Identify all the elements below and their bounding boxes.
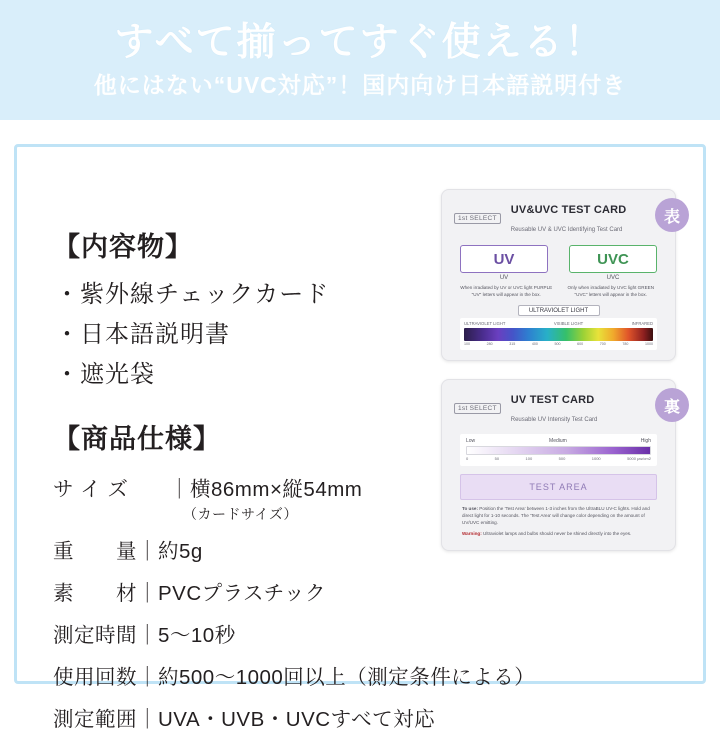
spectrum-label-infrared: INFRARED xyxy=(631,321,653,327)
scale-label-medium: Medium xyxy=(549,438,567,445)
brand-logo: 1st SELECT xyxy=(454,403,501,414)
indicator-boxes xyxy=(460,245,657,273)
scale-tick: 50 xyxy=(494,456,500,462)
spectrum-tick: 500 xyxy=(554,342,561,347)
spectrum-label-uv: ULTRAVIOLET LIGHT xyxy=(464,321,506,327)
front-header xyxy=(454,200,663,236)
spec-label: 重 量 xyxy=(53,540,137,563)
scale-label-low: Low xyxy=(466,438,476,445)
banner-title: すべて揃ってすぐ使える！ xyxy=(114,20,606,64)
table-row xyxy=(53,466,362,508)
uvc-box-label: UVC xyxy=(606,275,620,281)
scale-tick: 5000 μw/cm2 xyxy=(627,456,651,462)
uv-description: When irradiated by UV or UVC light PURPLE "UV" letters will appear in the box. xyxy=(460,285,553,297)
scale-tick: 500 xyxy=(558,456,566,462)
scale-tick: 100 xyxy=(525,456,533,462)
list-item: ・遮光袋 xyxy=(55,361,155,388)
spec-value: UVA・UVB・UVCすべて対応 xyxy=(158,708,436,731)
uv-indicator-box: UV xyxy=(460,245,548,273)
spec-value: 約500〜1000回以上（測定条件による） xyxy=(158,666,536,689)
back-card-subtitle: Reusable UV Intensity Test Card xyxy=(510,417,598,424)
spec-separator: ｜ xyxy=(137,624,158,647)
intensity-scale-ticks xyxy=(466,456,651,461)
front-side-badge: 表 xyxy=(655,198,689,232)
contents-list xyxy=(53,274,453,389)
product-photo-column xyxy=(441,189,691,551)
uvc-indicator-box: UVC xyxy=(569,245,657,273)
spec-label: 測定時間 xyxy=(53,624,137,647)
spec-label: サ イ ズ xyxy=(53,478,129,501)
intensity-scale xyxy=(460,434,657,466)
spectrum-tick: 100 xyxy=(464,342,470,347)
back-card-title: UV TEST CARD xyxy=(510,394,595,407)
spec-label: 測定範囲 xyxy=(53,708,137,731)
test-area: TEST AREA xyxy=(460,474,657,500)
specs-table xyxy=(53,466,362,508)
warning-label: Warning: xyxy=(462,530,482,536)
spectrum-tick: 700 xyxy=(599,342,606,347)
spec-separator: ｜ xyxy=(137,666,158,689)
card-back-photo xyxy=(441,379,680,551)
spec-value: 横86mm×縦54mm xyxy=(190,478,363,501)
spectrum-diagram xyxy=(460,318,657,350)
spectrum-tick: 600 xyxy=(577,342,584,347)
spec-value: 約5g xyxy=(158,540,203,563)
table-row xyxy=(53,696,535,738)
spectrum-bar xyxy=(464,328,653,341)
spec-separator: ｜ xyxy=(137,708,158,731)
spec-separator: ｜ xyxy=(169,478,190,501)
content-card xyxy=(14,144,706,731)
table-row xyxy=(53,654,535,696)
spectrum-tick: 780 xyxy=(622,342,629,347)
usage-instruction-text: Position the 'Test Area' between 1-3 inches from the UltraBLU UV-C lights. Hold and direct light for 1-10 seconds. The 'Test Area' will change color depending on the amount of UV/UVC emitting. xyxy=(462,506,650,526)
spectrum-tick: 400 xyxy=(531,342,538,347)
spectrum-label-visible: VISIBLE LIGHT xyxy=(553,321,584,327)
back-side-badge: 裏 xyxy=(655,388,689,422)
list-item: ・紫外線チェックカード xyxy=(55,281,330,308)
spec-separator: ｜ xyxy=(137,582,158,605)
table-row xyxy=(53,612,535,654)
contents-heading: 【内容物】 xyxy=(53,232,193,262)
spectrum-labels xyxy=(464,321,653,326)
spec-label: 使用回数 xyxy=(53,666,137,689)
ultraviolet-light-label: ULTRAVIOLET LIGHT xyxy=(518,305,600,316)
spec-separator: ｜ xyxy=(137,540,158,563)
spec-value: PVCプラスチック xyxy=(158,582,327,605)
uvc-description: Only when irradiated by UVC light GREEN "UVC" letters will appear in the box. xyxy=(567,285,655,297)
warning-text: Ultraviolet lamps and bulbs should never be shined directly into the eyes. xyxy=(483,530,632,536)
spectrum-tick: 280 xyxy=(486,342,493,347)
spectrum-tick: 315 xyxy=(509,342,516,347)
spec-label: 素 材 xyxy=(53,582,137,605)
intensity-scale-bar xyxy=(466,446,651,455)
scale-tick: 0 xyxy=(466,456,469,462)
header-banner xyxy=(0,0,720,120)
banner-subtitle: 他にはない“UVC対応”！国内向け日本語説明付き xyxy=(93,71,627,98)
usage-instruction xyxy=(462,506,655,527)
front-card-subtitle: Reusable UV & UVC Identifying Test Card xyxy=(510,227,623,233)
spectrum-ticks xyxy=(464,342,653,346)
list-item: ・日本語説明書 xyxy=(55,321,230,348)
indicator-descriptions xyxy=(458,285,659,298)
spec-value: 5〜10秒 xyxy=(158,624,236,647)
usage-instruction-label: To use: xyxy=(462,506,478,512)
scale-label-high: High xyxy=(640,438,651,445)
card-size-note: （カードサイズ） xyxy=(183,506,298,522)
uv-box-label: UV xyxy=(499,275,509,281)
specs-table-rest xyxy=(53,528,535,738)
scale-tick: 1000 xyxy=(591,456,601,462)
front-card-title: UV&UVC TEST CARD xyxy=(510,204,627,216)
spectrum-tick: 1000 xyxy=(645,342,653,347)
back-header xyxy=(454,390,663,426)
warning-note xyxy=(462,531,655,538)
brand-logo: 1st SELECT xyxy=(454,213,501,224)
indicator-box-labels xyxy=(460,275,657,281)
table-row xyxy=(53,570,535,612)
card-front-photo xyxy=(441,189,680,361)
specs-heading: 【商品仕様】 xyxy=(53,424,221,454)
intensity-scale-labels xyxy=(466,438,651,444)
